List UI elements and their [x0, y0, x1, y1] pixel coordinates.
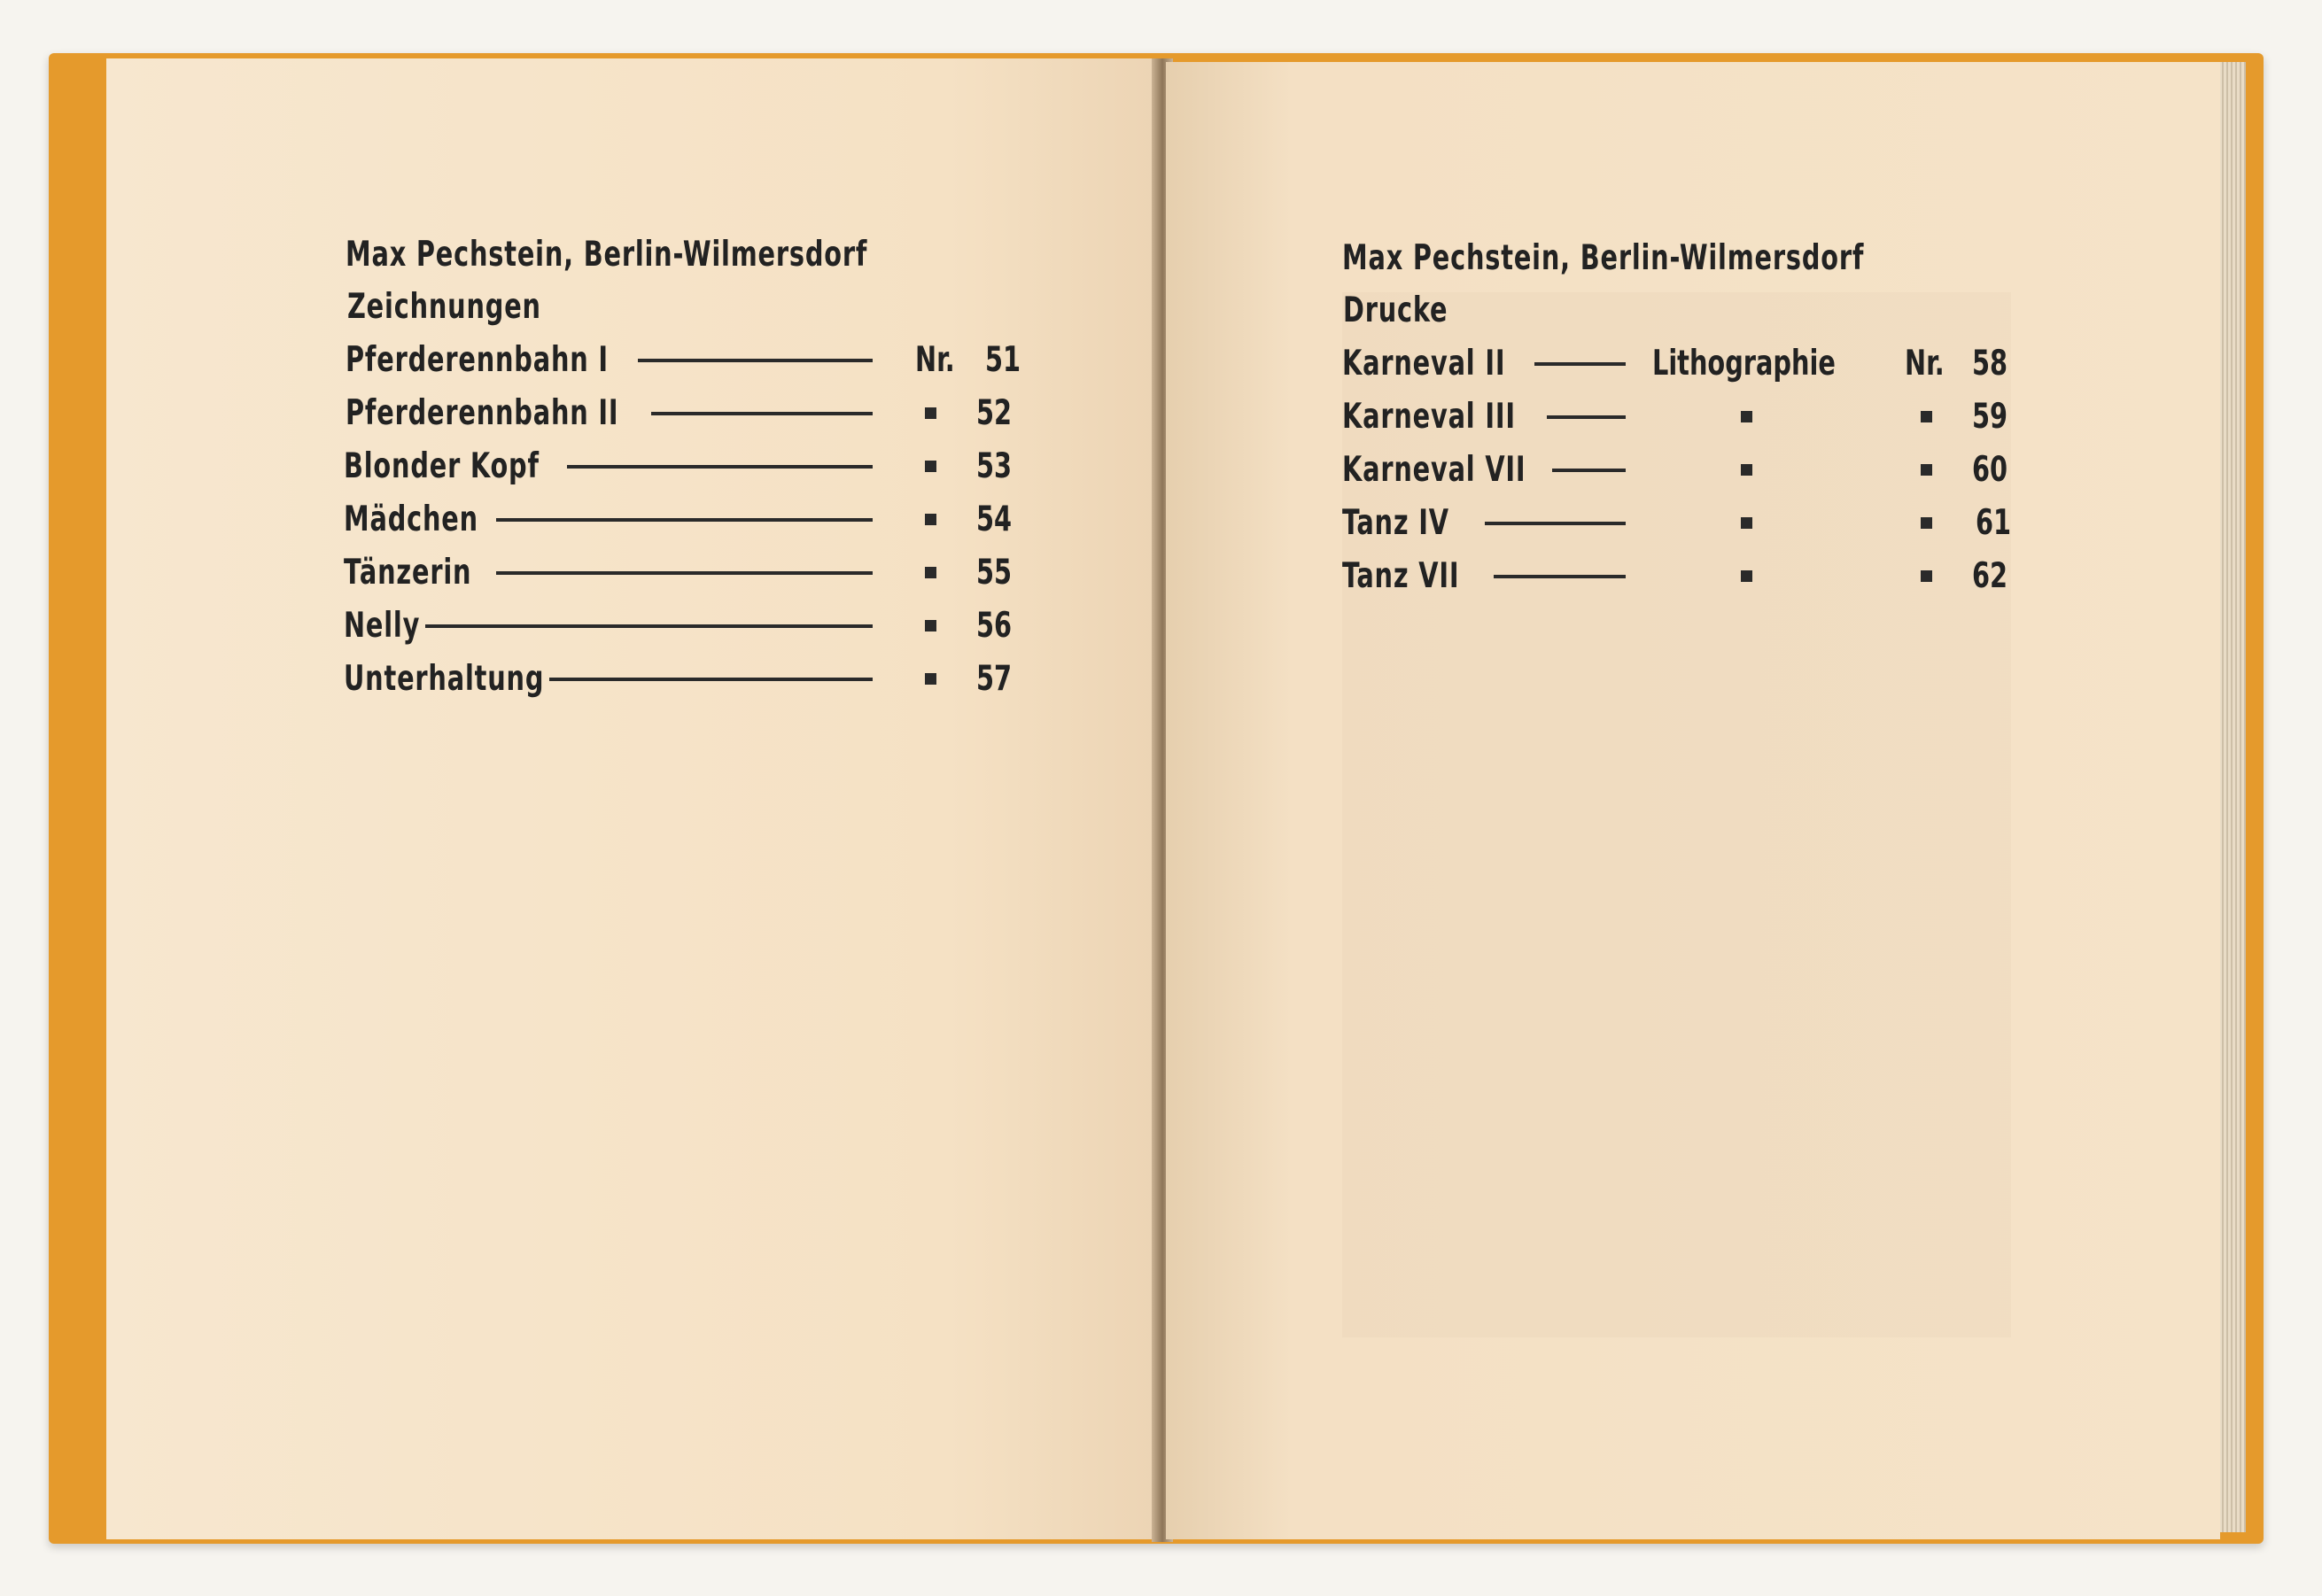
entry-title: Karneval III: [1342, 397, 1516, 437]
ditto-mark: [925, 514, 936, 525]
leader-rule: [1552, 469, 1626, 472]
left-page: [106, 58, 1159, 1539]
left-artist-heading: Max Pechstein, Berlin-Wilmersdorf: [346, 235, 868, 275]
right-artist-heading: Max Pechstein, Berlin-Wilmersdorf: [1342, 238, 1865, 278]
ditto-mark: [925, 620, 936, 631]
entry-number: 52: [976, 393, 1013, 433]
leader-rule: [549, 678, 873, 681]
ditto-mark: [925, 673, 936, 685]
entry-title: Pferderennbahn I: [346, 340, 609, 380]
entry-title: Karneval VII: [1342, 450, 1526, 490]
ditto-mark: [1921, 411, 1932, 422]
nr-label: Nr.: [915, 340, 955, 380]
entry-number: 56: [976, 606, 1013, 646]
leader-rule: [567, 465, 873, 469]
ditto-mark: [925, 461, 936, 472]
entry-number: 61: [1976, 503, 2012, 543]
ditto-mark: [1741, 517, 1752, 529]
entry-title: Tanz VII: [1342, 556, 1460, 596]
ditto-mark: [1921, 464, 1932, 476]
leader-rule: [1534, 362, 1626, 366]
entry-title: Nelly: [344, 606, 421, 646]
ditto-mark: [925, 407, 936, 419]
entry-number: 59: [1972, 397, 2008, 437]
entry-number: 53: [976, 446, 1013, 486]
entry-number: 55: [976, 553, 1013, 593]
ditto-mark: [1921, 570, 1932, 582]
entry-number: 57: [976, 659, 1013, 699]
entry-title: Tänzerin: [344, 553, 472, 593]
leader-rule: [496, 518, 873, 522]
leader-rule: [1547, 415, 1626, 419]
entry-number: 62: [1972, 556, 2008, 596]
leader-rule: [638, 359, 873, 362]
entry-number: 51: [985, 340, 1021, 380]
ditto-mark: [1921, 517, 1932, 529]
ditto-mark: [925, 567, 936, 578]
leader-rule: [1485, 522, 1626, 525]
nr-label: Nr.: [1905, 344, 1945, 384]
ditto-mark: [1741, 570, 1752, 582]
leader-rule: [425, 624, 873, 628]
entry-title: Unterhaltung: [344, 659, 545, 699]
technique-label: Lithographie: [1652, 344, 1836, 384]
entry-title: Tanz IV: [1342, 503, 1449, 543]
left-section-heading: Zeichnungen: [347, 287, 541, 327]
leader-rule: [496, 571, 873, 575]
entry-title: Pferderennbahn II: [346, 393, 619, 433]
leader-rule: [1494, 575, 1626, 578]
ditto-mark: [1741, 464, 1752, 476]
right-page: [1166, 62, 2220, 1539]
right-section-heading: Drucke: [1343, 291, 1448, 330]
entry-number: 58: [1972, 344, 2008, 384]
leader-rule: [651, 412, 873, 415]
entry-title: Blonder Kopf: [344, 446, 540, 486]
entry-number: 60: [1972, 450, 2008, 490]
ditto-mark: [1741, 411, 1752, 422]
entry-number: 54: [976, 500, 1013, 539]
entry-title: Mädchen: [344, 500, 478, 539]
entry-title: Karneval II: [1342, 344, 1506, 384]
